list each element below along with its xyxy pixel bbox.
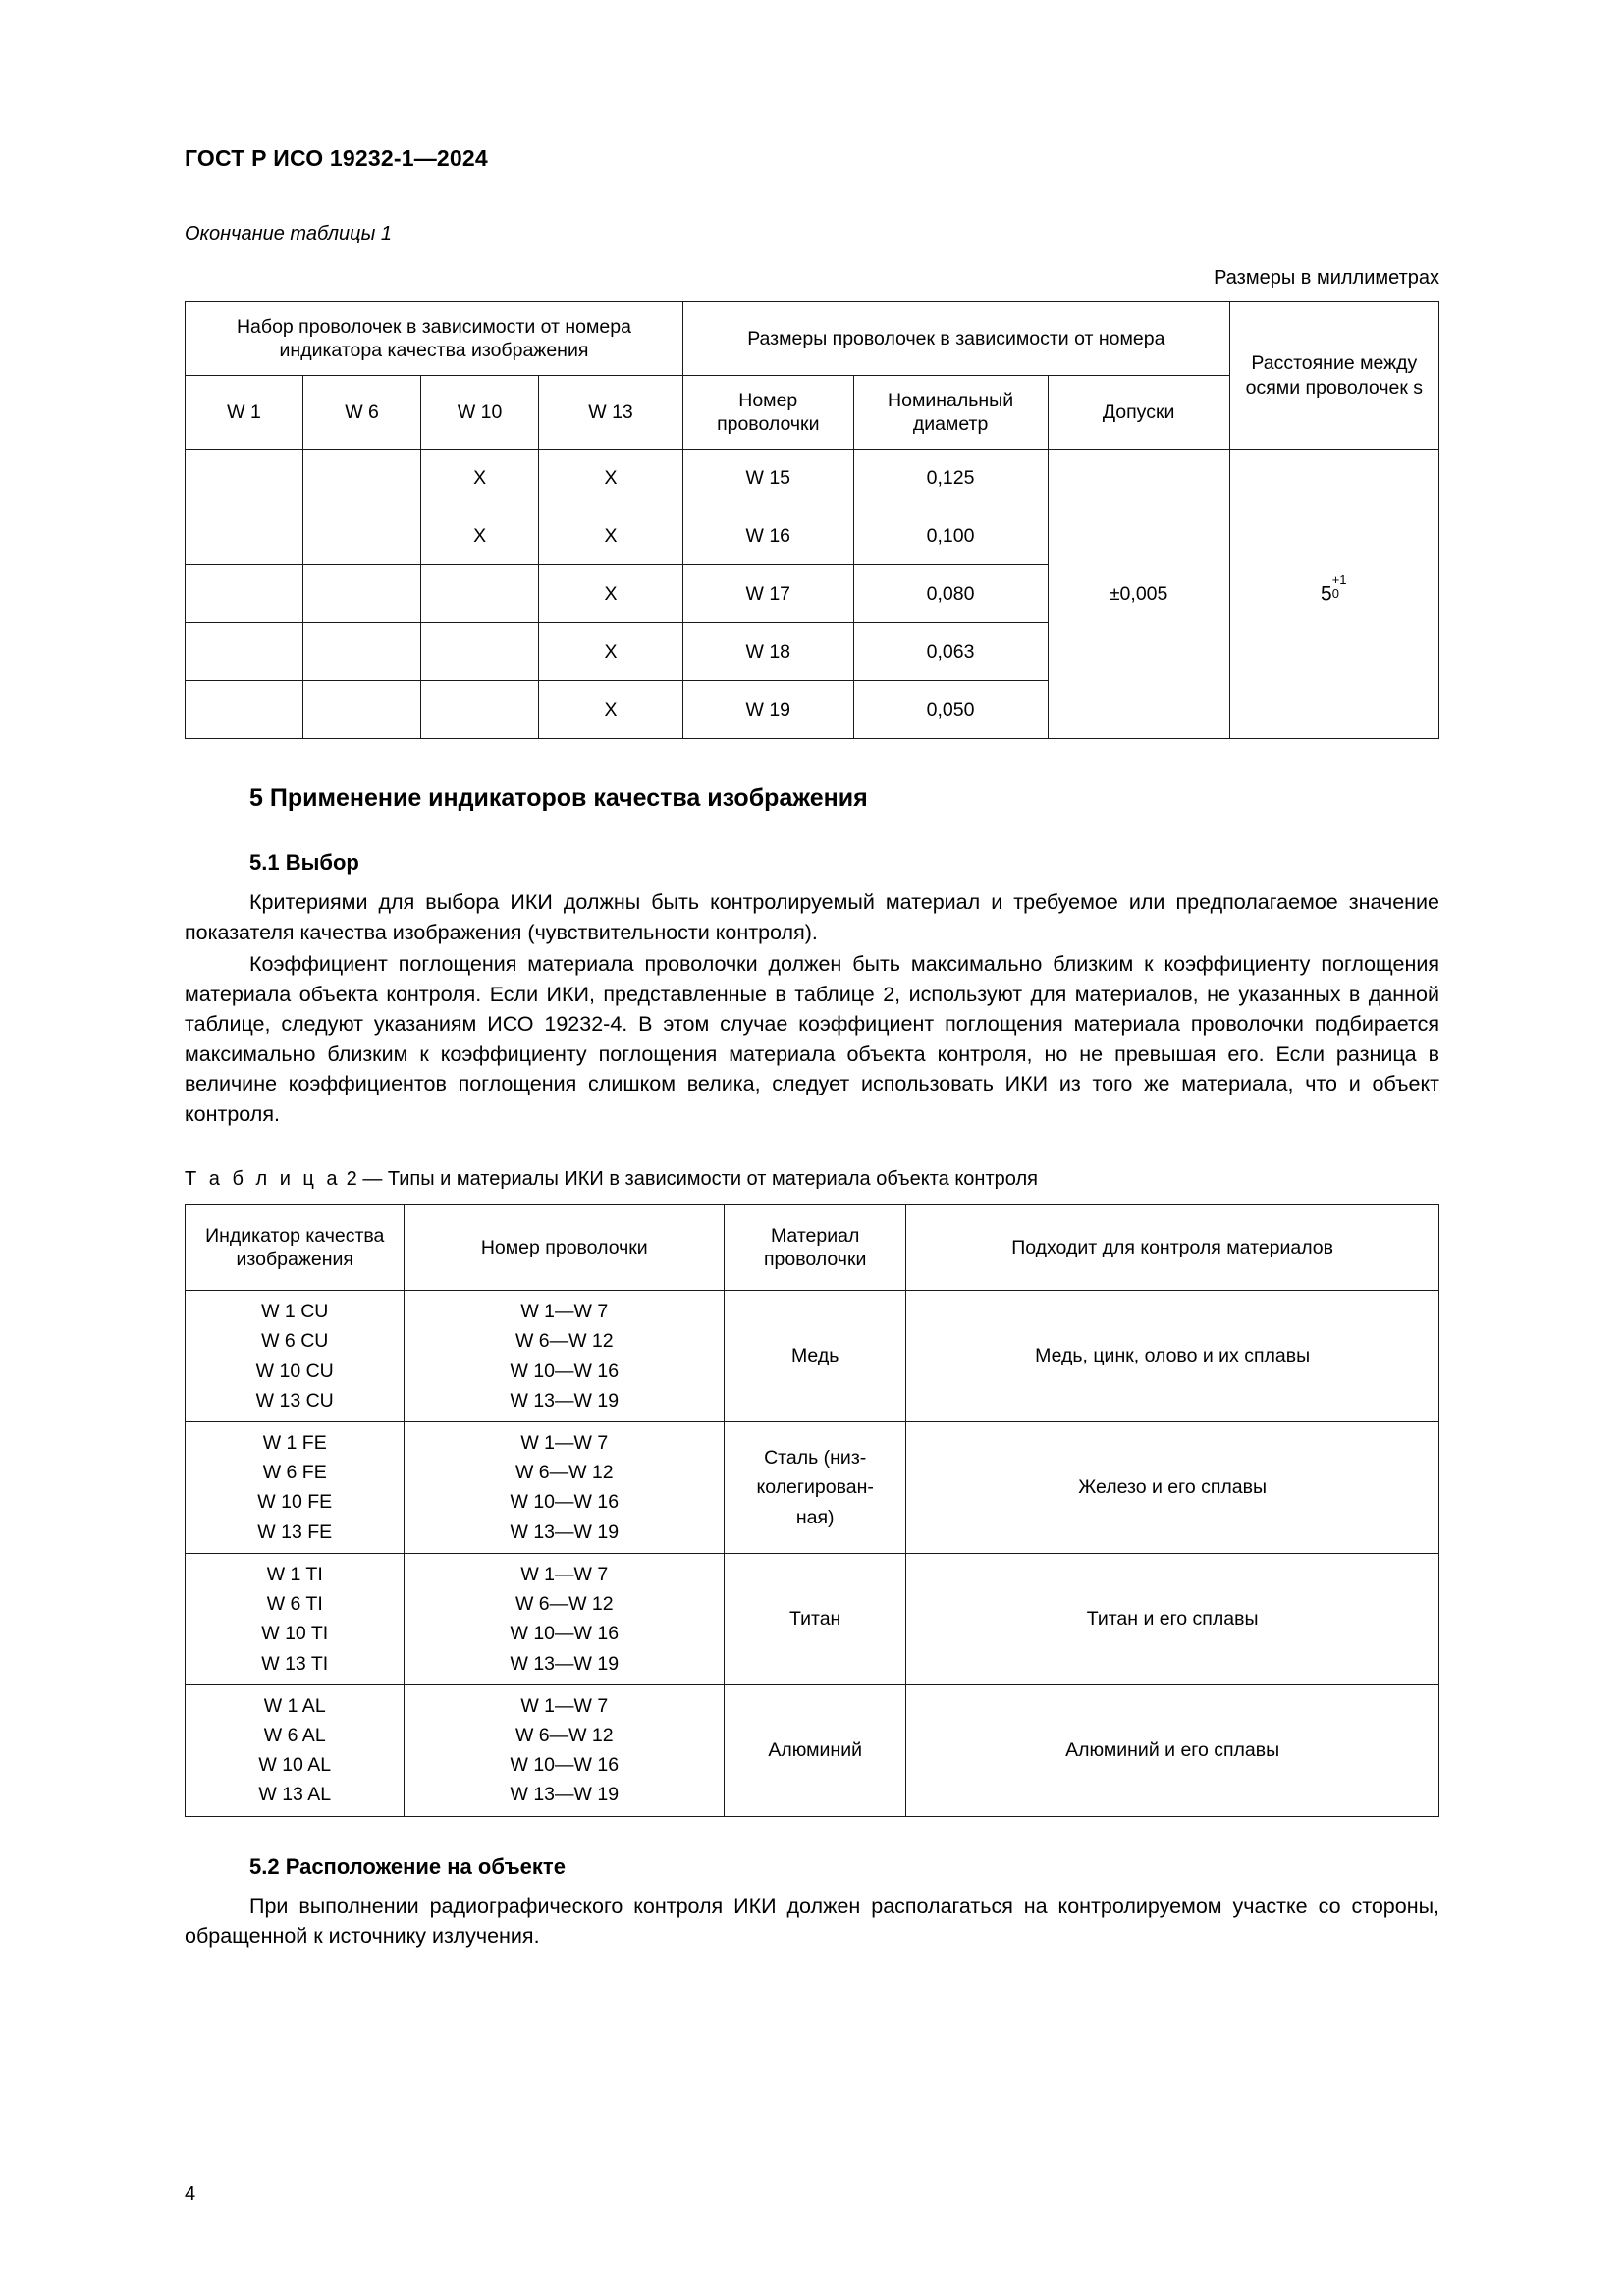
- table2-caption-prefix: Т а б л и ц а: [185, 1168, 342, 1191]
- spacing-value: 5: [1321, 582, 1332, 606]
- section-5-2-heading: 5.2 Расположение на объекте: [249, 1853, 566, 1879]
- table2-caption-text: — Типы и материалы ИКИ в зависимости от материала объекта контроля: [362, 1168, 1038, 1191]
- spacing-sup: +1: [1331, 572, 1347, 588]
- spacing-sub: 0: [1331, 586, 1339, 602]
- paragraph-5-2-1: При выполнении радиографического контроля ИКИ должен располагаться на контролируемом участке со стороны, обращенной к источнику излучения.: [185, 1894, 1439, 1949]
- table1-col-w1: W 1: [186, 376, 303, 450]
- table1-group-header-sizes: Размеры проволочек в зависимости от номера: [682, 302, 1229, 376]
- cell-diameter: 0,125: [853, 450, 1048, 507]
- cell-w1: [186, 565, 303, 623]
- table-1: [185, 301, 1439, 739]
- cell-w6: [303, 450, 421, 507]
- table1-col-w13: W 13: [539, 376, 683, 450]
- table2-col-wire-material: Материал проволочки: [725, 1205, 906, 1291]
- table-row: [186, 450, 1439, 507]
- cell-w6: [303, 681, 421, 739]
- cell-w6: [303, 507, 421, 565]
- page-number: 4: [185, 2183, 196, 2205]
- cell-w10: X: [421, 507, 539, 565]
- paragraph-5-1-2: Коэффициент поглощения материала проволочки должен быть максимально близким к коэффициенту поглощения материала объекта контроля. Если ИКИ, представленные в таблице 2, используют для материалов, не указанных в данной таблице, следуют указаниям ИСО 19232-4. В этом случае коэффициент поглощения материала проволочки подбирается максимально близким к коэффициенту поглощения материала объекта контроля, но не превышая его. Если разница в величине коэффициентов поглощения слишком велика, следует использовать ИКИ из того же материала, что и объект контроля.: [185, 952, 1439, 1126]
- table1-col-diameter: Номинальный диаметр: [853, 376, 1048, 450]
- cell-w10: X: [421, 450, 539, 507]
- cell-number: W 16: [682, 507, 853, 565]
- cell-wire-material: Сталь (низ- колегирован- ная): [725, 1422, 906, 1554]
- page-title: ГОСТ Р ИСО 19232-1—2024: [185, 145, 488, 171]
- table1-group-header-spacing: Расстояние между осями проволочек s: [1229, 302, 1438, 450]
- cell-w1: [186, 623, 303, 681]
- table-row: [186, 1422, 1439, 1554]
- cell-suitable: Медь, цинк, олово и их сплавы: [906, 1291, 1439, 1422]
- cell-w13: X: [539, 565, 683, 623]
- cell-number: W 19: [682, 681, 853, 739]
- cell-suitable: Алюминий и его сплавы: [906, 1684, 1439, 1816]
- cell-w1: [186, 681, 303, 739]
- table-2: [185, 1204, 1439, 1817]
- cell-w1: [186, 450, 303, 507]
- section-5-1-heading: 5.1 Выбор: [249, 850, 359, 875]
- spacing-tolerance: [1331, 572, 1348, 602]
- cell-diameter: 0,080: [853, 565, 1048, 623]
- table1-continuation-label: Окончание таблицы 1: [185, 223, 393, 244]
- table2-caption: [185, 1168, 1439, 1191]
- table2-col-wire-number: Номер проволочки: [405, 1205, 725, 1291]
- table1-group-header-set: Набор проволочек в зависимости от номера индикатора качества изображения: [186, 302, 683, 376]
- table-row: [186, 1291, 1439, 1422]
- cell-wire-number: W 1—W 7 W 6—W 12 W 10—W 16 W 13—W 19: [405, 1422, 725, 1554]
- cell-w13: X: [539, 507, 683, 565]
- table1-col-w10: W 10: [421, 376, 539, 450]
- table-row: [186, 1684, 1439, 1816]
- cell-wire-number: W 1—W 7 W 6—W 12 W 10—W 16 W 13—W 19: [405, 1684, 725, 1816]
- table2-col-iqi: Индикатор качества изображения: [186, 1205, 405, 1291]
- cell-number: W 18: [682, 623, 853, 681]
- section-5-heading: 5 Применение индикаторов качества изображения: [249, 784, 868, 812]
- cell-wire-number: W 1—W 7 W 6—W 12 W 10—W 16 W 13—W 19: [405, 1553, 725, 1684]
- cell-wire-material: Медь: [725, 1291, 906, 1422]
- table1-col-w6: W 6: [303, 376, 421, 450]
- table2-caption-number: 2: [346, 1168, 357, 1191]
- cell-number: W 15: [682, 450, 853, 507]
- cell-w13: X: [539, 450, 683, 507]
- cell-w10: [421, 623, 539, 681]
- table2-col-suitable: Подходит для контроля материалов: [906, 1205, 1439, 1291]
- cell-wire-material: Титан: [725, 1553, 906, 1684]
- table1-dimensions-note: Размеры в миллиметрах: [1214, 267, 1439, 289]
- cell-w13: X: [539, 623, 683, 681]
- cell-iqi: W 1 AL W 6 AL W 10 AL W 13 AL: [186, 1684, 405, 1816]
- cell-iqi: W 1 TI W 6 TI W 10 TI W 13 TI: [186, 1553, 405, 1684]
- cell-spacing: [1229, 450, 1438, 739]
- cell-wire-number: W 1—W 7 W 6—W 12 W 10—W 16 W 13—W 19: [405, 1291, 725, 1422]
- table1-col-tolerance: Допуски: [1048, 376, 1229, 450]
- cell-w6: [303, 623, 421, 681]
- paragraph-5-1-1: Критериями для выбора ИКИ должны быть контролируемый материал и требуемое или предполагаемое значение показателя качества изображения (чувствительности контроля).: [185, 890, 1439, 944]
- cell-diameter: 0,100: [853, 507, 1048, 565]
- table1-col-number: Номер проволочки: [682, 376, 853, 450]
- cell-w6: [303, 565, 421, 623]
- cell-diameter: 0,050: [853, 681, 1048, 739]
- cell-wire-material: Алюминий: [725, 1684, 906, 1816]
- cell-suitable: Титан и его сплавы: [906, 1553, 1439, 1684]
- cell-diameter: 0,063: [853, 623, 1048, 681]
- table-row: [186, 1553, 1439, 1684]
- table1-header-row-1: [186, 302, 1439, 376]
- cell-suitable: Железо и его сплавы: [906, 1422, 1439, 1554]
- cell-iqi: W 1 CU W 6 CU W 10 CU W 13 CU: [186, 1291, 405, 1422]
- cell-iqi: W 1 FE W 6 FE W 10 FE W 13 FE: [186, 1422, 405, 1554]
- cell-w10: [421, 681, 539, 739]
- table2-header-row: [186, 1205, 1439, 1291]
- cell-w1: [186, 507, 303, 565]
- cell-number: W 17: [682, 565, 853, 623]
- cell-w13: X: [539, 681, 683, 739]
- cell-tolerance: ±0,005: [1048, 450, 1229, 739]
- cell-w10: [421, 565, 539, 623]
